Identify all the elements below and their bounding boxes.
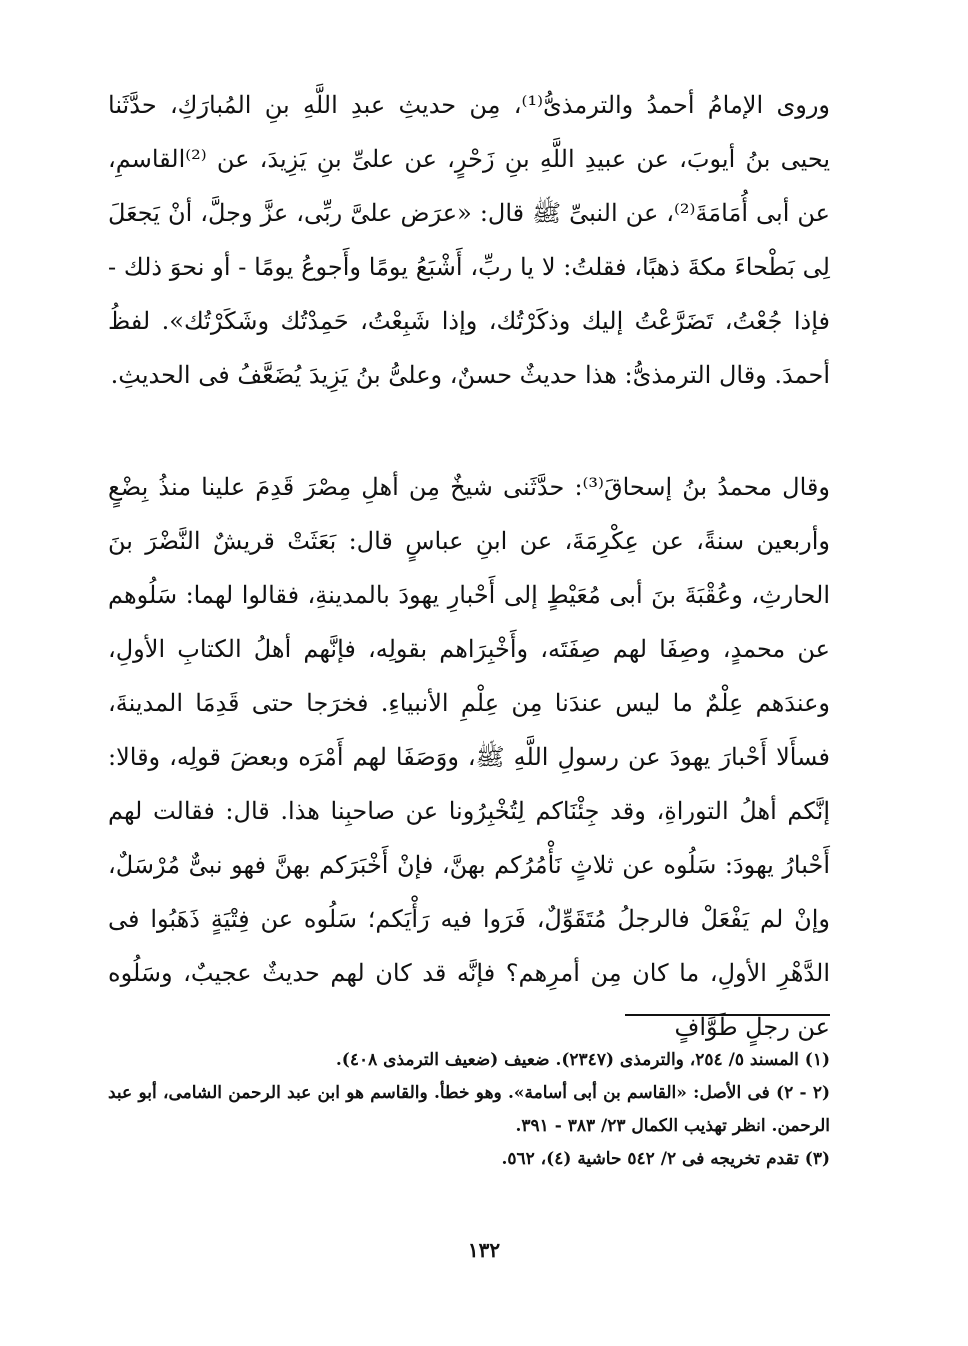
page-number: ١٣٢: [467, 1238, 501, 1262]
paragraph-text: وروى الإمامُ أحمدُ والترمذىُّ⁽¹⁾، مِن حديثِ عبدِ اللَّهِ بنِ المُبارَكِ، حدَّثَنا يحيى بنُ أيوبَ، عن عبيدِ اللَّهِ بنِ زَحْرٍ، عن علىِّ بنِ يَزِيدَ، عن ⁽²⁾القاسمِ، عن أبى أُمَامَةَ⁽²⁾، عن النبىِّ ﷺ قال: «عرَض علىَّ ربِّى، عزَّ وجلَّ، أنْ يَجعَلَ لِى بَطْحاءَ مكةَ ذهبًا، فقلتُ: لا يا ربِّ، أَشْبَعُ يومًا وأَجوعُ يومًا - أو نحوَ ذلك - فإذا جُعْتُ، تَضَرَّعْتُ إليك وذكَرْتُك، وإذا شَبِعْتُ، حَمِدْتُك وشَكَرْتُك». لفظُ أحمدَ. وقال الترمذىُّ: هذا حديثٌ حسنٌ، وعلىُّ بنُ يَزِيدَ يُضَعَّفُ فى الحديثِ.: [108, 91, 830, 389]
body-paragraph-2: [108, 460, 830, 1054]
footnote-3: (٣) تقدم تخريجه فى ٢/ ٥٤٢ حاشية (٤)، ٥٦٢.: [501, 1149, 830, 1169]
paragraph-text: وقال محمدُ بنُ إسحاقَ⁽³⁾: حدَّثَنى شيخٌ مِن أهلِ مِصْرَ قَدِمَ علينا منذُ بِضْعٍ وأربعين سنةً، عن عِكْرِمَةَ، عن ابنِ عباسٍ قال: بَعَثَتْ قريشٌ النَّضْرَ بنَ الحارثِ، وعُقْبَةَ بنَ أبى مُعَيْطٍ إلى أَحْبارِ يهودَ بالمدينةِ، فقالوا لهما: سَلُوهم عن محمدٍ، وصِفَا لهم صِفَتَه، وأَخْبِرَاهم بقولِه، فإنَّهم أهلُ الكتابِ الأولِ، وعندَهم عِلْمٌ ما ليس عندَنا مِن عِلْمِ الأنبياءِ. فخرَجا حتى قَدِمَا المدينةَ، فسأَلا أَحْبارَ يهودَ عن رسولِ اللَّهِ ﷺ، ووَصَفَا لهم أَمْرَه وبعضَ قولِه، وقالا: إنَّكم أهلُ التوراةِ، وقد جِئْنَاكم لِتُخْبِرُونا عن صاحبِنا هذا. قال: فقالت لهم أَحْبارُ يهودَ: سَلُوه عن ثلاثٍ نَأْمُرُكم بهنَّ، فإنْ أَخْبَرَكم بهنَّ فهو نبىٌّ مُرْسَلٌ، وإنْ لم يَفْعَلْ فالرجلُ مُتَقَوِّلٌ، فَرَوا فيه رَأْيَكم؛ سَلُوه عن فِتْيَةٍ ذَهَبُوا فى الدَّهْرِ الأولِ، ما كان مِن أمرِهم؟ فإنَّه قد كان لهم حديثٌ عجيبٌ، وسَلُوه عن رجلٍ طَوَّافٍ: [108, 473, 830, 1041]
footnote-1: (١) المسند ٥/ ٢٥٤، والترمذى (٢٣٤٧). ضعيف (ضعيف الترمذى ٤٠٨).: [335, 1050, 830, 1070]
footnotes-section: [108, 1044, 830, 1176]
footnote-divider: [625, 1014, 830, 1016]
footnote-2: (٢ - ٢) فى الأصل: «القاسم بن أبى أسامة». وهو خطأ. والقاسم هو ابن عبد الرحمن الشامى، أبو عبد الرحمن. انظر تهذيب الكمال ٢٣/ ٣٨٣ - ٣٩١.: [108, 1083, 830, 1136]
body-paragraph-1: [108, 78, 830, 402]
